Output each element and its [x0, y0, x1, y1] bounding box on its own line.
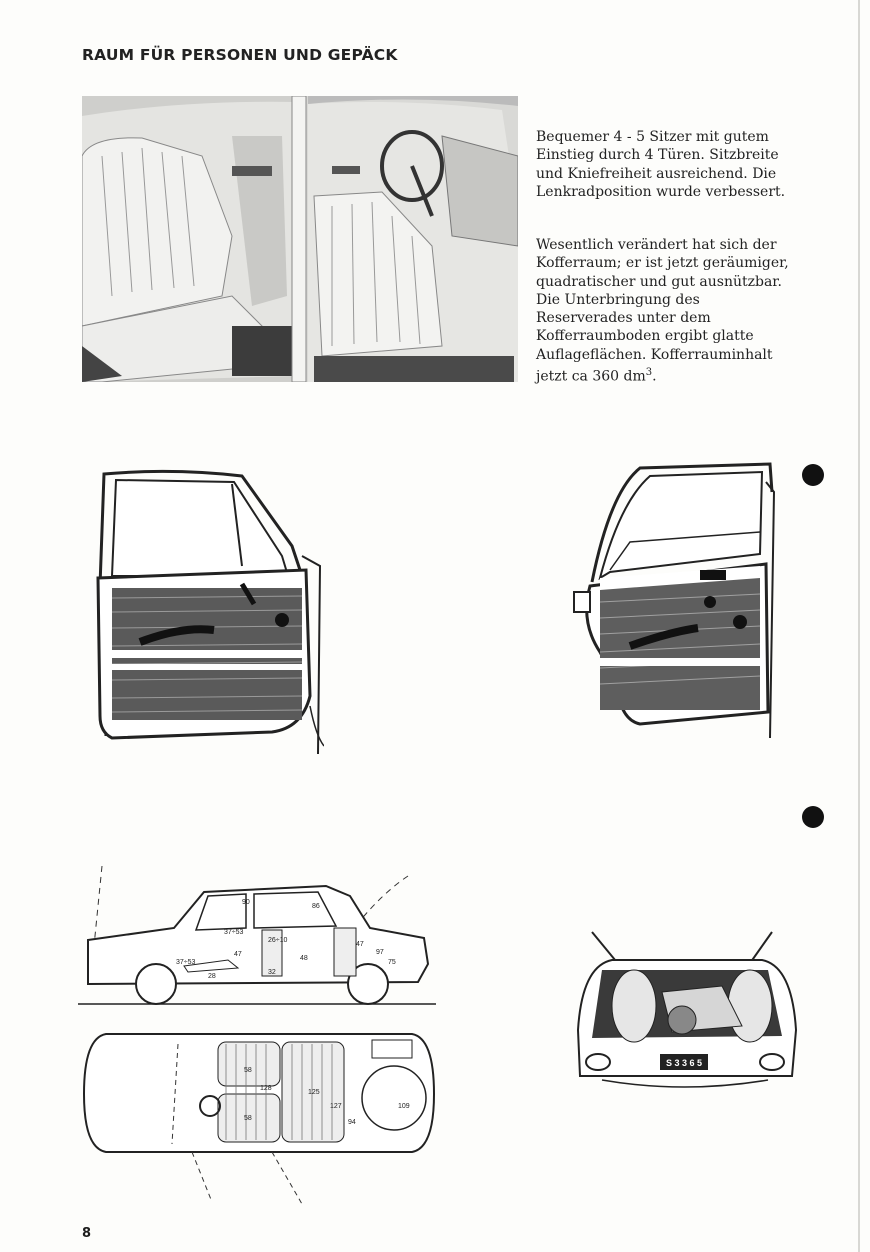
dim-side-1: 86: [312, 903, 320, 910]
dim-side-2: 37÷53: [224, 929, 244, 936]
top-dimension-drawing: [82, 1024, 438, 1208]
dim-side-4: 37÷53: [176, 959, 196, 966]
trunk-drawing: [572, 926, 800, 1102]
trunk-paragraph-end: .: [652, 368, 657, 385]
dim-side-0: 90: [242, 899, 250, 906]
dim-top-6: 109: [398, 1103, 410, 1110]
trunk-paragraph: [536, 236, 800, 386]
dim-top-5: 94: [348, 1119, 356, 1126]
dim-side-9: 75: [388, 959, 396, 966]
dim-side-5: 47: [234, 951, 242, 958]
page-number: 8: [82, 1226, 92, 1241]
trunk-paragraph-superscript: 3: [645, 367, 653, 379]
rear-door-drawing: [570, 462, 776, 738]
dim-top-4: 127: [330, 1103, 342, 1110]
dim-top-3: 125: [308, 1089, 320, 1096]
front-door-drawing: [92, 466, 324, 754]
page-edge-shadow: [858, 0, 860, 1252]
intro-paragraph: Bequemer 4 - 5 Sitzer mit gutem Einstieg durch 4 Türen. Sitzbreite und Kniefreiheit ausreichend. Die Lenkradposition wurde verbessert.: [536, 129, 786, 200]
punch-hole-bottom: [802, 806, 824, 828]
dim-side-11: 32: [268, 969, 276, 976]
dim-top-1: 128: [260, 1085, 272, 1092]
interior-photo: [82, 96, 518, 382]
dim-side-10: 28: [208, 973, 216, 980]
dim-side-7: 47: [356, 941, 364, 948]
page-heading: RAUM FÜR PERSONEN UND GEPÄCK: [82, 46, 398, 64]
dim-side-6: 48: [300, 955, 308, 962]
license-plate-text: S 3 3 6 5: [665, 1058, 703, 1068]
side-dimension-drawing: [78, 856, 438, 1008]
dim-side-8: 97: [376, 949, 384, 956]
dim-top-2: 58: [244, 1115, 252, 1122]
trunk-paragraph-text: Wesentlich verändert hat sich der Kofferraum; er ist jetzt geräumiger, quadratischer und gut ausnützbar. Die Unterbringung des Reserverades unter dem Kofferraumboden ergibt glatte Auflageflächen. Kofferrauminhalt jetzt ca 360 dm: [536, 237, 789, 385]
punch-hole-top: [802, 464, 824, 486]
dim-top-0: 58: [244, 1067, 252, 1074]
dim-side-3: 26÷10: [268, 937, 288, 944]
